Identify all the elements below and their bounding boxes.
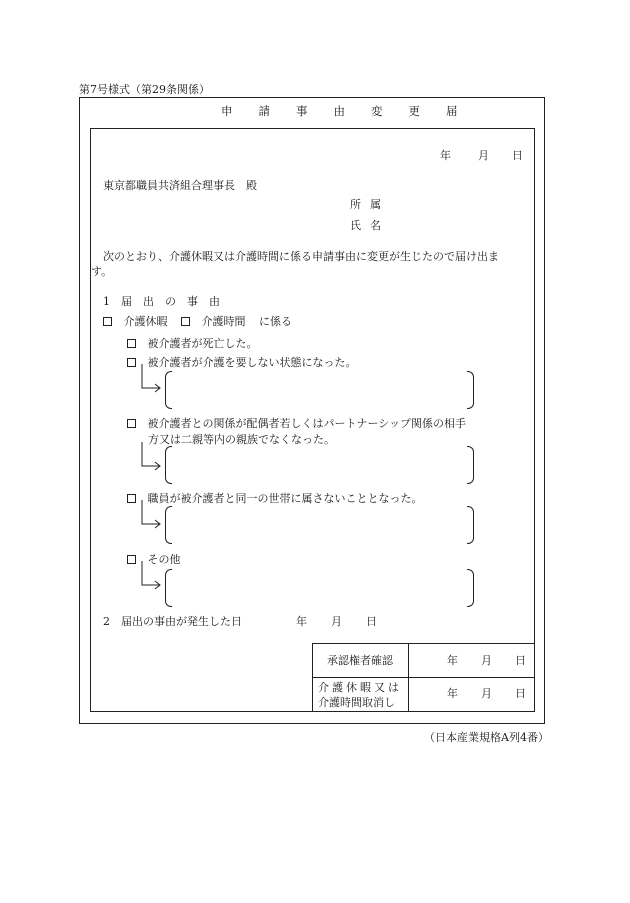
reason-relationship-label-1: 被介護者との関係が配偶者若しくはパートナーシップ関係の相手 [147,417,467,430]
affiliation-label-2: 属 [370,198,381,211]
name-label-2: 名 [370,219,381,232]
bracket-right [467,446,474,484]
time-option-label: 介護時間 [201,315,246,328]
submission-day-label: 日 [512,149,523,162]
approval-day-label: 日 [515,654,526,667]
cancel-label-line2: 介護時間取消し [318,696,395,709]
approval-year-label: 年 [447,654,458,667]
cancel-month-label: 月 [481,687,492,700]
section1-heading: 1 届 出 の 事 由 [103,295,220,308]
reason-other-detail-field[interactable] [165,569,172,607]
section2-heading: 2 届出の事由が発生した日 [103,615,242,628]
reason-relationship-label-2: 方又は二親等内の親族でなくなった。 [148,433,335,446]
submission-month-label: 月 [478,149,489,162]
jis-size-note: （日本産業規格A列4番） [424,731,549,744]
title-char: 変 [371,104,383,118]
occurrence-year-label: 年 [296,615,307,628]
reason-no-care-detail-field[interactable] [165,371,172,409]
occurrence-day-label: 日 [366,615,377,628]
time-checkbox[interactable] [181,317,190,326]
leave-type-row [103,313,292,329]
cancel-day-label: 日 [515,687,526,700]
reason-no-care-checkbox[interactable] [127,358,136,367]
reason-household-checkbox[interactable] [127,494,136,503]
reason-other-checkbox[interactable] [127,555,136,564]
bracket-right [467,569,474,607]
title-char: 請 [258,104,270,118]
arrow-icon [138,362,164,394]
form-title [221,103,458,119]
reason-deceased-label: 被介護者が死亡した。 [147,337,258,350]
reason-other-label: その他 [147,553,181,566]
approval-label: 承認権者確認 [327,654,393,667]
leave-checkbox[interactable] [103,317,112,326]
intro-text-line1: 次のとおり、介護休暇又は介護時間に係る申請事由に変更が生じたので届け出ま [103,250,499,263]
reason-no-care-label: 被介護者が介護を要しない状態になった。 [147,356,357,369]
title-char: 更 [408,104,420,118]
intro-text-line2: す。 [91,265,113,278]
arrow-icon [138,498,164,530]
relation-suffix: に係る [259,315,292,328]
title-char: 由 [333,104,345,118]
reason-household-detail-field[interactable] [165,506,172,544]
bracket-right [467,371,474,409]
reason-deceased-checkbox[interactable] [127,339,136,348]
arrow-icon [138,440,164,472]
occurrence-month-label: 月 [331,615,342,628]
reason-relationship-checkbox[interactable] [127,419,136,428]
reason-relationship-row [127,415,466,431]
arrow-icon [138,559,164,591]
title-char: 届 [446,104,458,118]
reason-household-row [127,490,423,506]
table-divider [313,677,535,678]
submission-year-label: 年 [440,149,451,162]
title-char: 申 [221,104,233,118]
addressee: 東京都職員共済組合理事長 殿 [103,179,257,192]
reason-deceased-row [127,335,258,351]
reason-household-label: 職員が被介護者と同一の世帯に属さないこととなった。 [147,492,423,505]
affiliation-label-1: 所 [350,198,361,211]
form-number: 第7号様式（第29条関係） [79,83,210,96]
approval-month-label: 月 [481,654,492,667]
bracket-right [467,506,474,544]
title-char: 事 [296,104,308,118]
cancel-year-label: 年 [447,687,458,700]
leave-option-label: 介護休暇 [123,315,168,328]
reason-relationship-detail-field[interactable] [165,446,172,484]
name-label-1: 氏 [350,219,361,232]
table-divider [408,644,409,712]
cancel-label-line1: 介護休暇又は [318,681,402,694]
